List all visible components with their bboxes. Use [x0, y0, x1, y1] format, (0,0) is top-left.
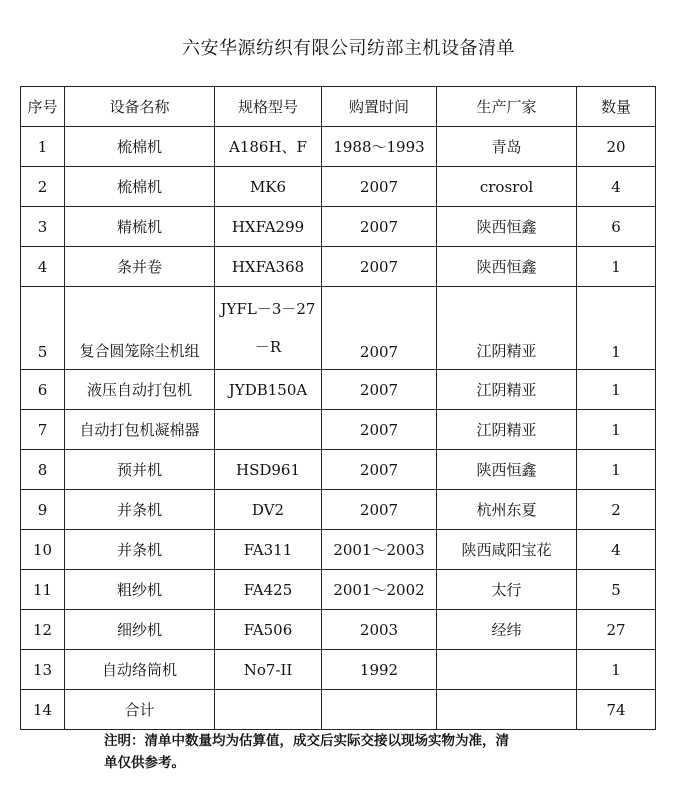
- cell-qty: 4: [577, 167, 656, 207]
- cell-maker: 江阴精亚: [437, 410, 577, 450]
- cell-no: 7: [21, 410, 65, 450]
- cell-name: 并条机: [65, 530, 215, 570]
- table-row: [21, 287, 656, 370]
- cell-time: 2007: [322, 167, 437, 207]
- table-row: [21, 610, 656, 650]
- cell-qty: 1: [577, 410, 656, 450]
- cell-qty: 1: [577, 370, 656, 410]
- header-time: 购置时间: [322, 87, 437, 127]
- cell-model: FA506: [215, 610, 322, 650]
- table-row: [21, 127, 656, 167]
- cell-qty: 2: [577, 490, 656, 530]
- cell-name: 液压自动打包机: [65, 370, 215, 410]
- cell-time: 2007: [322, 207, 437, 247]
- header-qty: 数量: [577, 87, 656, 127]
- cell-no: 11: [21, 570, 65, 610]
- cell-name: 自动络筒机: [65, 650, 215, 690]
- cell-name: 精梳机: [65, 207, 215, 247]
- table-row: [21, 450, 656, 490]
- cell-time: 1992: [322, 650, 437, 690]
- cell-time: 2001～2003: [322, 530, 437, 570]
- table-row: [21, 370, 656, 410]
- cell-no: 9: [21, 490, 65, 530]
- cell-maker: 陕西恒鑫: [437, 207, 577, 247]
- total-qty: 74: [577, 690, 656, 730]
- cell-qty: 27: [577, 610, 656, 650]
- cell-qty: 1: [577, 247, 656, 287]
- cell-name: 细纱机: [65, 610, 215, 650]
- cell-no: 3: [21, 207, 65, 247]
- cell-time: 2007: [322, 410, 437, 450]
- cell-no: 5: [21, 287, 65, 370]
- cell-maker: 经纬: [437, 610, 577, 650]
- table-row: [21, 650, 656, 690]
- cell-model: A186H、F: [215, 127, 322, 167]
- cell-model: HXFA299: [215, 207, 322, 247]
- cell-no: 2: [21, 167, 65, 207]
- page-title: 六安华源纺织有限公司纺部主机设备清单: [182, 38, 515, 59]
- cell-maker: [437, 650, 577, 690]
- cell-model-line1: JYFL－3－27: [220, 300, 316, 318]
- table-row: [21, 570, 656, 610]
- equipment-table: [20, 86, 656, 730]
- header-no: 序号: [21, 87, 65, 127]
- footnote-line2: 单仅供参考。: [104, 755, 185, 771]
- footnote-line1: 注明：清单中数量均为估算值，成交后实际交接以现场实物为准，清: [104, 733, 509, 749]
- cell-no: 13: [21, 650, 65, 690]
- table-row: [21, 530, 656, 570]
- cell-model: FA311: [215, 530, 322, 570]
- cell-time: 1988～1993: [322, 127, 437, 167]
- cell-model: [215, 690, 322, 730]
- footnote: [104, 730, 584, 774]
- cell-time: 2007: [322, 450, 437, 490]
- cell-qty: 5: [577, 570, 656, 610]
- cell-name: 条并卷: [65, 247, 215, 287]
- cell-qty: 1: [577, 650, 656, 690]
- cell-qty: 20: [577, 127, 656, 167]
- table-row: [21, 207, 656, 247]
- cell-name: 梳棉机: [65, 167, 215, 207]
- cell-maker: 杭州东夏: [437, 490, 577, 530]
- cell-name: 粗纱机: [65, 570, 215, 610]
- cell-name: 并条机: [65, 490, 215, 530]
- cell-time: 2007: [322, 490, 437, 530]
- cell-model: [215, 287, 322, 370]
- cell-time: 2007: [322, 370, 437, 410]
- header-maker: 生产厂家: [437, 87, 577, 127]
- table-row: [21, 167, 656, 207]
- cell-qty: 4: [577, 530, 656, 570]
- cell-no: 14: [21, 690, 65, 730]
- cell-no: 8: [21, 450, 65, 490]
- cell-maker: 陕西恒鑫: [437, 247, 577, 287]
- header-model: 规格型号: [215, 87, 322, 127]
- cell-model: JYDB150A: [215, 370, 322, 410]
- cell-maker: 江阴精亚: [437, 287, 577, 370]
- cell-no: 1: [21, 127, 65, 167]
- total-row: [21, 690, 656, 730]
- cell-time: [322, 690, 437, 730]
- table-row: [21, 490, 656, 530]
- cell-maker: [437, 690, 577, 730]
- cell-model: MK6: [215, 167, 322, 207]
- cell-time: 2003: [322, 610, 437, 650]
- cell-name: 预并机: [65, 450, 215, 490]
- table-row: [21, 247, 656, 287]
- cell-time: 2001～2002: [322, 570, 437, 610]
- cell-model: HXFA368: [215, 247, 322, 287]
- cell-model: No7-II: [215, 650, 322, 690]
- cell-model: HSD961: [215, 450, 322, 490]
- cell-maker: 青岛: [437, 127, 577, 167]
- cell-qty: 6: [577, 207, 656, 247]
- cell-name: 复合圆笼除尘机组: [65, 287, 215, 370]
- cell-time: 2007: [322, 287, 437, 370]
- cell-no: 4: [21, 247, 65, 287]
- cell-maker: 太行: [437, 570, 577, 610]
- total-label: 合计: [65, 690, 215, 730]
- cell-time: 2007: [322, 247, 437, 287]
- cell-model: [215, 410, 322, 450]
- cell-name: 自动打包机凝棉器: [65, 410, 215, 450]
- cell-maker: 陕西恒鑫: [437, 450, 577, 490]
- cell-qty: 1: [577, 287, 656, 370]
- cell-model-line2: －R: [254, 338, 282, 356]
- cell-no: 10: [21, 530, 65, 570]
- cell-model: DV2: [215, 490, 322, 530]
- cell-name: 梳棉机: [65, 127, 215, 167]
- cell-no: 12: [21, 610, 65, 650]
- cell-maker: 陕西咸阳宝花: [437, 530, 577, 570]
- cell-model: FA425: [215, 570, 322, 610]
- cell-maker: crosrol: [437, 167, 577, 207]
- cell-maker: 江阴精亚: [437, 370, 577, 410]
- header-name: 设备名称: [65, 87, 215, 127]
- table-row: [21, 410, 656, 450]
- cell-qty: 1: [577, 450, 656, 490]
- table-header-row: [21, 87, 656, 127]
- cell-no: 6: [21, 370, 65, 410]
